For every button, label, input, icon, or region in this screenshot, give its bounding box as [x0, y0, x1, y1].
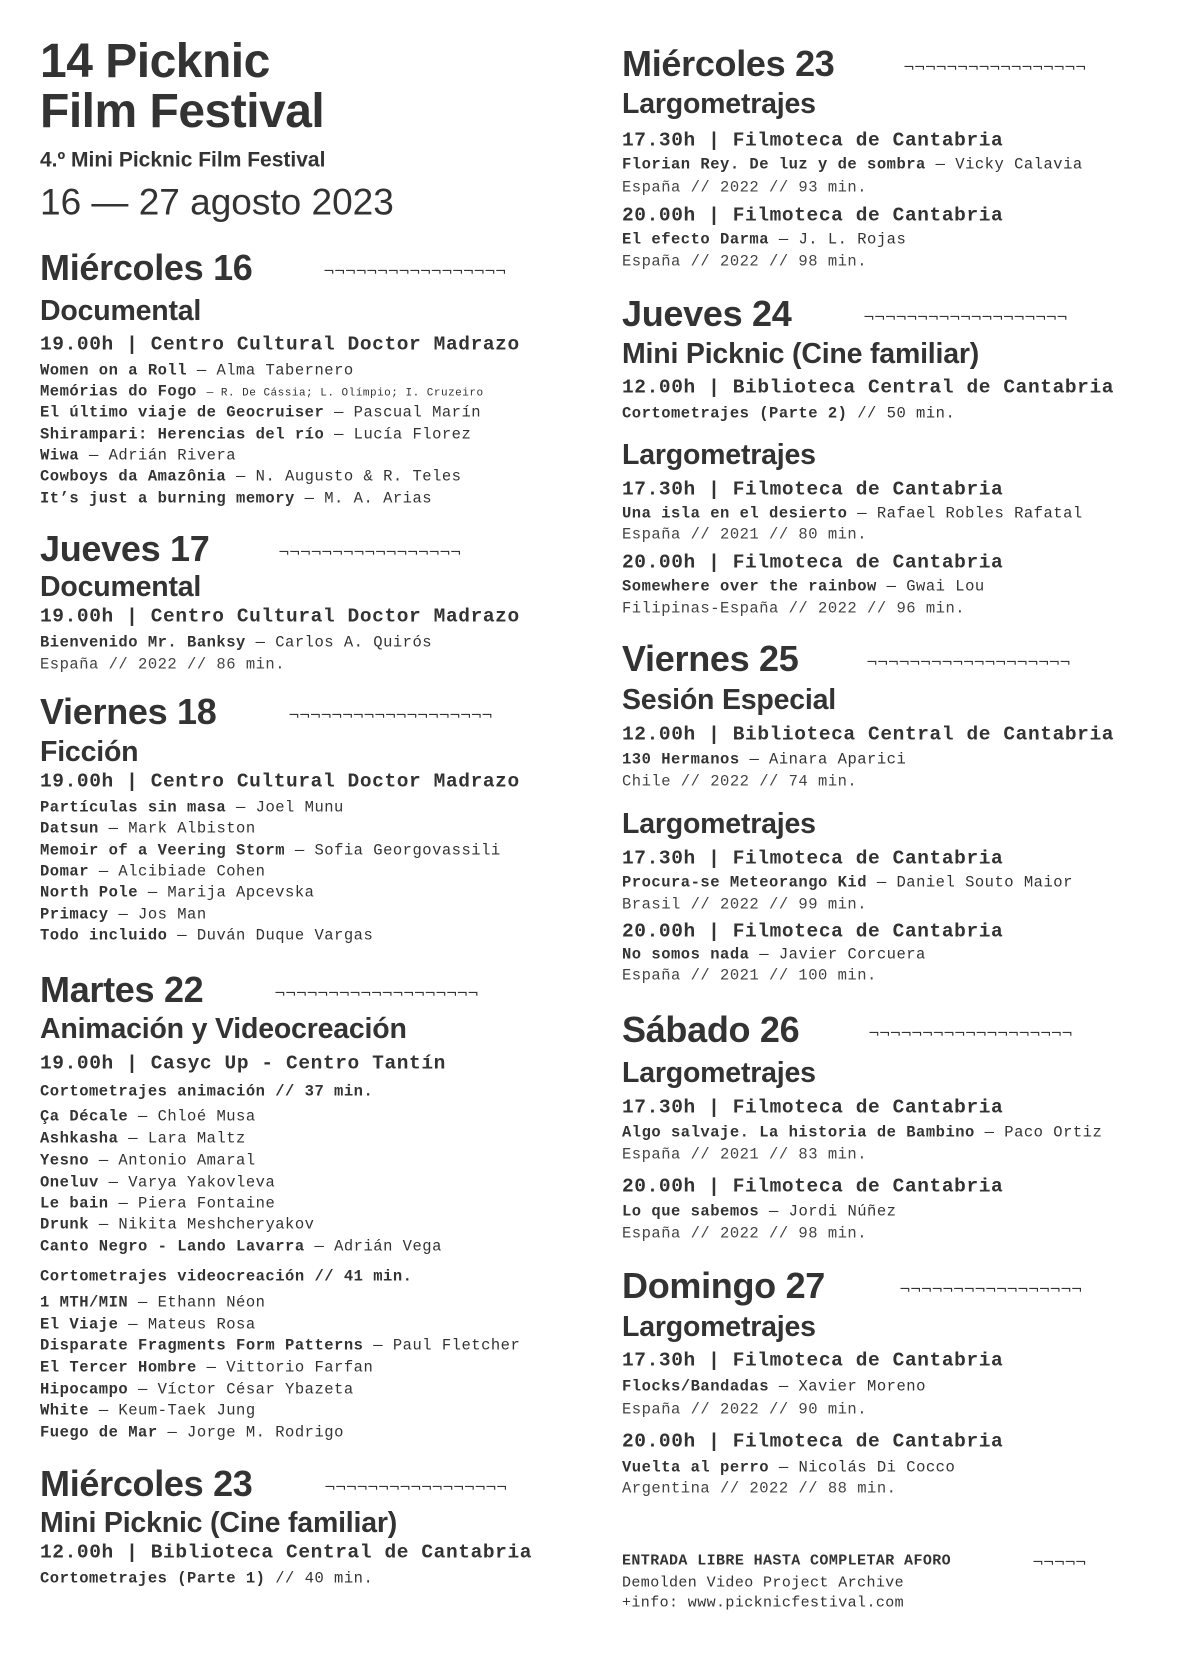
film-meta: Brasil // 2022 // 99 min.: [622, 895, 868, 914]
film-entry: [40, 1403, 256, 1419]
day-heading: Miércoles 23: [622, 43, 835, 84]
film-meta: Filipinas-España // 2022 // 96 min.: [622, 599, 966, 618]
film-title: Wiwa: [40, 446, 80, 465]
archive-credit: Demolden Video Project Archive: [622, 1574, 905, 1592]
film-entry: [40, 1217, 314, 1233]
film-title: Bienvenido Mr. Banksy: [40, 633, 246, 652]
film-entry: [40, 491, 432, 507]
film-author: — Jorge M. Rodrigo: [167, 1423, 344, 1442]
film-author: — Pascual Marín: [334, 403, 482, 422]
film-meta: España // 2021 // 83 min.: [622, 1145, 868, 1164]
film-author: — Keum-Taek Jung: [98, 1401, 256, 1420]
program-group-label: Cortometrajes videocreación // 41 min.: [40, 1267, 413, 1286]
decorative-rule: ¬¬¬¬¬¬¬¬¬¬¬¬¬¬¬¬¬: [899, 1282, 1082, 1298]
session-venue: 17.30h | Filmoteca de Cantabria: [622, 129, 1004, 152]
film-entry: [40, 1317, 256, 1333]
film-entry: [40, 821, 256, 837]
film-entry: [622, 1204, 896, 1220]
day-heading: Viernes 18: [40, 691, 217, 732]
film-title: Datsun: [40, 819, 99, 838]
film-author: — N. Augusto & R. Teles: [236, 467, 462, 486]
decorative-rule: ¬¬¬¬¬¬¬¬¬¬¬¬¬¬¬¬¬: [903, 60, 1086, 76]
day-heading: Jueves 17: [40, 528, 210, 569]
film-title: Flocks/Bandadas: [622, 1377, 770, 1396]
decorative-rule: ¬¬¬¬¬¬¬¬¬¬¬¬¬¬¬¬¬¬¬: [288, 708, 492, 724]
film-entry: [40, 427, 471, 443]
mini-festival-subtitle: 4.º Mini Picknic Film Festival: [40, 148, 326, 172]
decorative-rule: ¬¬¬¬¬¬¬¬¬¬¬¬¬¬¬¬¬¬¬: [868, 1026, 1072, 1042]
category-heading: Mini Picknic (Cine familiar): [40, 1506, 398, 1539]
film-title: It’s just a burning memory: [40, 489, 295, 508]
film-title: Shirampari: Herencias del río: [40, 425, 325, 444]
program-group: [40, 1269, 412, 1285]
film-title: Memórias do Fogo: [40, 382, 197, 401]
film-author: — Rafael Robles Rafatal: [857, 504, 1083, 523]
session-venue: 12.00h | Biblioteca Central de Cantabria: [40, 1541, 533, 1564]
film-entry: [40, 469, 461, 485]
day-heading: Martes 22: [40, 969, 204, 1010]
film-author: — Ethann Néon: [138, 1293, 266, 1312]
film-author: — R. De Cássia; L. Olímpio; I. Cruzeiro: [206, 387, 484, 400]
film-entry: [622, 1460, 955, 1476]
film-meta: Argentina // 2022 // 88 min.: [622, 1479, 897, 1498]
film-entry: [622, 1379, 926, 1395]
film-author: — Lara Maltz: [128, 1129, 246, 1148]
decorative-rule: ¬¬¬¬¬¬¬¬¬¬¬¬¬¬¬¬¬: [323, 264, 506, 280]
film-title: Drunk: [40, 1215, 90, 1234]
film-title: Canto Negro - Lando Lavarra: [40, 1237, 305, 1256]
film-author: — Adrián Rivera: [89, 446, 237, 465]
program-title: Cortometrajes (Parte 1): [40, 1569, 266, 1588]
program-group-label: Cortometrajes animación // 37 min.: [40, 1082, 374, 1101]
film-meta: Chile // 2022 // 74 min.: [622, 772, 858, 791]
category-heading: Mini Picknic (Cine familiar): [622, 337, 980, 370]
decorative-rule: ¬¬¬¬¬¬¬¬¬¬¬¬¬¬¬¬¬¬¬: [866, 655, 1070, 671]
film-title: Le bain: [40, 1194, 109, 1213]
film-title: Memoir of a Veering Storm: [40, 841, 286, 860]
film-title: Domar: [40, 862, 90, 881]
session-venue: 20.00h | Filmoteca de Cantabria: [622, 1430, 1004, 1453]
film-meta: España // 2022 // 90 min.: [622, 1400, 868, 1419]
film-entry: [40, 1239, 442, 1255]
program-title: Cortometrajes (Parte 2): [622, 404, 848, 423]
free-entry-notice: ENTRADA LIBRE HASTA COMPLETAR AFORO: [622, 1552, 952, 1570]
festival-dates: 16 — 27 agosto 2023: [40, 181, 394, 223]
film-title: Algo salvaje. La historia de Bambino: [622, 1123, 975, 1142]
category-heading: Largometrajes: [622, 1310, 816, 1343]
film-title: Oneluv: [40, 1173, 99, 1192]
film-author: — Carlos A. Quirós: [255, 633, 433, 652]
film-title: El efecto Darma: [622, 230, 770, 249]
film-title: Hipocampo: [40, 1380, 129, 1399]
day-heading: Jueves 24: [622, 293, 792, 334]
session-venue: 17.30h | Filmoteca de Cantabria: [622, 1349, 1004, 1372]
film-title: El Tercer Hombre: [40, 1358, 197, 1377]
film-author: — Paul Fletcher: [373, 1336, 521, 1355]
festival-title-line1: 14 Picknic: [40, 35, 270, 88]
film-author: — Adrián Vega: [314, 1237, 442, 1256]
category-heading: Largometrajes: [622, 1056, 816, 1089]
film-title: 130 Hermanos: [622, 750, 740, 769]
film-author: — Jordi Núñez: [769, 1202, 897, 1221]
film-entry: [40, 384, 484, 400]
decorative-rule: ¬¬¬¬¬¬¬¬¬¬¬¬¬¬¬¬¬: [278, 545, 461, 561]
film-author: — Javier Corcuera: [759, 945, 926, 964]
film-title: Primacy: [40, 905, 109, 924]
film-meta: España // 2021 // 80 min.: [622, 525, 868, 544]
day-heading: Sábado 26: [622, 1009, 800, 1050]
film-title: No somos nada: [622, 945, 750, 964]
film-meta: España // 2022 // 98 min.: [622, 252, 868, 271]
session-venue: 17.30h | Filmoteca de Cantabria: [622, 847, 1004, 870]
film-title: Disparate Fragments Form Patterns: [40, 1336, 364, 1355]
info-link[interactable]: +info: www.picknicfestival.com: [622, 1594, 905, 1612]
film-author: — M. A. Arias: [304, 489, 433, 508]
session-venue: 12.00h | Biblioteca Central de Cantabria: [622, 376, 1115, 399]
film-entry: [40, 405, 481, 421]
film-entry: [40, 1196, 275, 1212]
film-entry: [40, 1175, 275, 1191]
decorative-rule: ¬¬¬¬¬¬¬¬¬¬¬¬¬¬¬¬¬¬¬: [274, 986, 478, 1002]
film-meta: España // 2022 // 93 min.: [622, 178, 868, 197]
film-author: — Alma Tabernero: [196, 361, 354, 380]
film-author: — Daniel Souto Maior: [876, 873, 1073, 892]
film-entry: [40, 928, 373, 944]
session-venue: 12.00h | Biblioteca Central de Cantabria: [622, 723, 1115, 746]
session-venue: 17.30h | Filmoteca de Cantabria: [622, 1096, 1004, 1119]
film-author: — Varya Yakovleva: [108, 1173, 276, 1192]
film-title: Somewhere over the rainbow: [622, 577, 877, 596]
film-entry: [40, 800, 344, 816]
day-heading: Viernes 25: [622, 638, 799, 679]
session-venue: 20.00h | Filmoteca de Cantabria: [622, 1175, 1004, 1198]
festival-title-line2: Film Festival: [40, 85, 325, 138]
film-title: El Viaje: [40, 1315, 119, 1334]
category-heading: Documental: [40, 570, 202, 603]
film-entry: [40, 1382, 354, 1398]
film-author: — Vicky Calavia: [935, 155, 1083, 174]
film-entry: [40, 1295, 265, 1311]
film-author: — Antonio Amaral: [98, 1151, 256, 1170]
film-author: — Joel Munu: [236, 798, 344, 817]
film-entry: [622, 506, 1083, 522]
day-heading: Miércoles 23: [40, 1463, 253, 1504]
category-heading: Documental: [40, 294, 202, 327]
film-author: — Víctor César Ybazeta: [138, 1380, 354, 1399]
film-entry: [40, 885, 314, 901]
film-entry: [622, 947, 926, 963]
category-heading: Animación y Videocreación: [40, 1012, 407, 1045]
film-author: — Nicolás Di Cocco: [778, 1458, 956, 1477]
category-heading: Largometrajes: [622, 807, 816, 840]
session-venue: 20.00h | Filmoteca de Cantabria: [622, 920, 1004, 943]
category-heading: Sesión Especial: [622, 683, 837, 716]
film-title: Ça Décale: [40, 1107, 129, 1126]
film-author: — Marija Apcevska: [147, 883, 315, 902]
film-entry: [40, 448, 236, 464]
program-entry: [40, 1571, 373, 1587]
film-title: Procura-se Meteorango Kid: [622, 873, 868, 892]
film-entry: [622, 157, 1083, 173]
program-duration: // 40 min.: [275, 1569, 374, 1588]
decorative-rule: ¬¬¬¬¬: [1032, 1555, 1086, 1571]
film-entry: [622, 1125, 1102, 1141]
film-entry: [40, 1131, 246, 1147]
film-author: — Alcibiade Cohen: [98, 862, 266, 881]
film-author: — Nikita Meshcheryakov: [98, 1215, 315, 1234]
film-author: — Piera Fontaine: [118, 1194, 276, 1213]
film-title: Una isla en el desierto: [622, 504, 848, 523]
session-venue: 20.00h | Filmoteca de Cantabria: [622, 204, 1004, 227]
program-group: [40, 1084, 373, 1100]
film-author: — Gwai Lou: [886, 577, 985, 596]
session-venue: 19.00h | Centro Cultural Doctor Madrazo: [40, 333, 520, 356]
film-entry: [40, 1425, 344, 1441]
film-title: White: [40, 1401, 90, 1420]
category-heading: Ficción: [40, 735, 139, 768]
film-title: Ashkasha: [40, 1129, 119, 1148]
film-title: Yesno: [40, 1151, 90, 1170]
program-duration: // 50 min.: [857, 404, 956, 423]
decorative-rule: ¬¬¬¬¬¬¬¬¬¬¬¬¬¬¬¬¬: [324, 1480, 507, 1496]
day-heading: Domingo 27: [622, 1265, 826, 1306]
session-venue: 19.00h | Centro Cultural Doctor Madrazo: [40, 770, 520, 793]
film-entry: [40, 864, 265, 880]
film-entry: [40, 635, 432, 651]
film-title: Partículas sin masa: [40, 798, 227, 817]
film-meta: España // 2022 // 98 min.: [622, 1224, 868, 1243]
category-heading: Largometrajes: [622, 438, 816, 471]
film-author: — Lucía Florez: [334, 425, 472, 444]
film-title: Cowboys da Amazônia: [40, 467, 227, 486]
film-author: — Chloé Musa: [138, 1107, 256, 1126]
session-venue: 20.00h | Filmoteca de Cantabria: [622, 551, 1004, 574]
film-title: Todo incluido: [40, 926, 168, 945]
film-author: — Mateus Rosa: [128, 1315, 256, 1334]
film-title: El último viaje de Geocruiser: [40, 403, 325, 422]
film-author: — J. L. Rojas: [778, 230, 907, 249]
film-author: — Jos Man: [118, 905, 207, 924]
film-entry: [622, 752, 906, 768]
film-author: — Ainara Aparici: [749, 750, 907, 769]
film-author: — Vittorio Farfan: [206, 1358, 374, 1377]
film-entry: [622, 579, 985, 595]
program-entry: [622, 406, 955, 422]
session-venue: 19.00h | Casyc Up - Centro Tantín: [40, 1052, 446, 1075]
film-entry: [40, 1109, 256, 1125]
film-title: North Pole: [40, 883, 139, 902]
film-title: Lo que sabemos: [622, 1202, 760, 1221]
film-entry: [40, 363, 354, 379]
decorative-rule: ¬¬¬¬¬¬¬¬¬¬¬¬¬¬¬¬¬¬¬: [863, 310, 1067, 326]
film-author: — Mark Albiston: [108, 819, 256, 838]
film-title: Women on a Roll: [40, 361, 188, 380]
film-entry: [622, 875, 1073, 891]
session-venue: 19.00h | Centro Cultural Doctor Madrazo: [40, 605, 520, 628]
film-entry: [622, 232, 906, 248]
film-title: Florian Rey. De luz y de sombra: [622, 155, 926, 174]
film-entry: [40, 1153, 256, 1169]
film-meta: España // 2021 // 100 min.: [622, 966, 877, 985]
film-entry: [40, 907, 207, 923]
film-entry: [40, 843, 501, 859]
category-heading: Largometrajes: [622, 87, 816, 120]
film-author: — Sofia Georgovassili: [294, 841, 501, 860]
film-title: 1 MTH/MIN: [40, 1293, 129, 1312]
film-title: Fuego de Mar: [40, 1423, 158, 1442]
film-title: Vuelta al perro: [622, 1458, 770, 1477]
film-entry: [40, 1360, 373, 1376]
film-meta: España // 2022 // 86 min.: [40, 655, 286, 674]
film-author: — Paco Ortiz: [984, 1123, 1103, 1142]
film-author: — Xavier Moreno: [778, 1377, 926, 1396]
film-author: — Duván Duque Vargas: [177, 926, 374, 945]
session-venue: 17.30h | Filmoteca de Cantabria: [622, 478, 1004, 501]
film-entry: [40, 1338, 520, 1354]
day-heading: Miércoles 16: [40, 247, 253, 288]
